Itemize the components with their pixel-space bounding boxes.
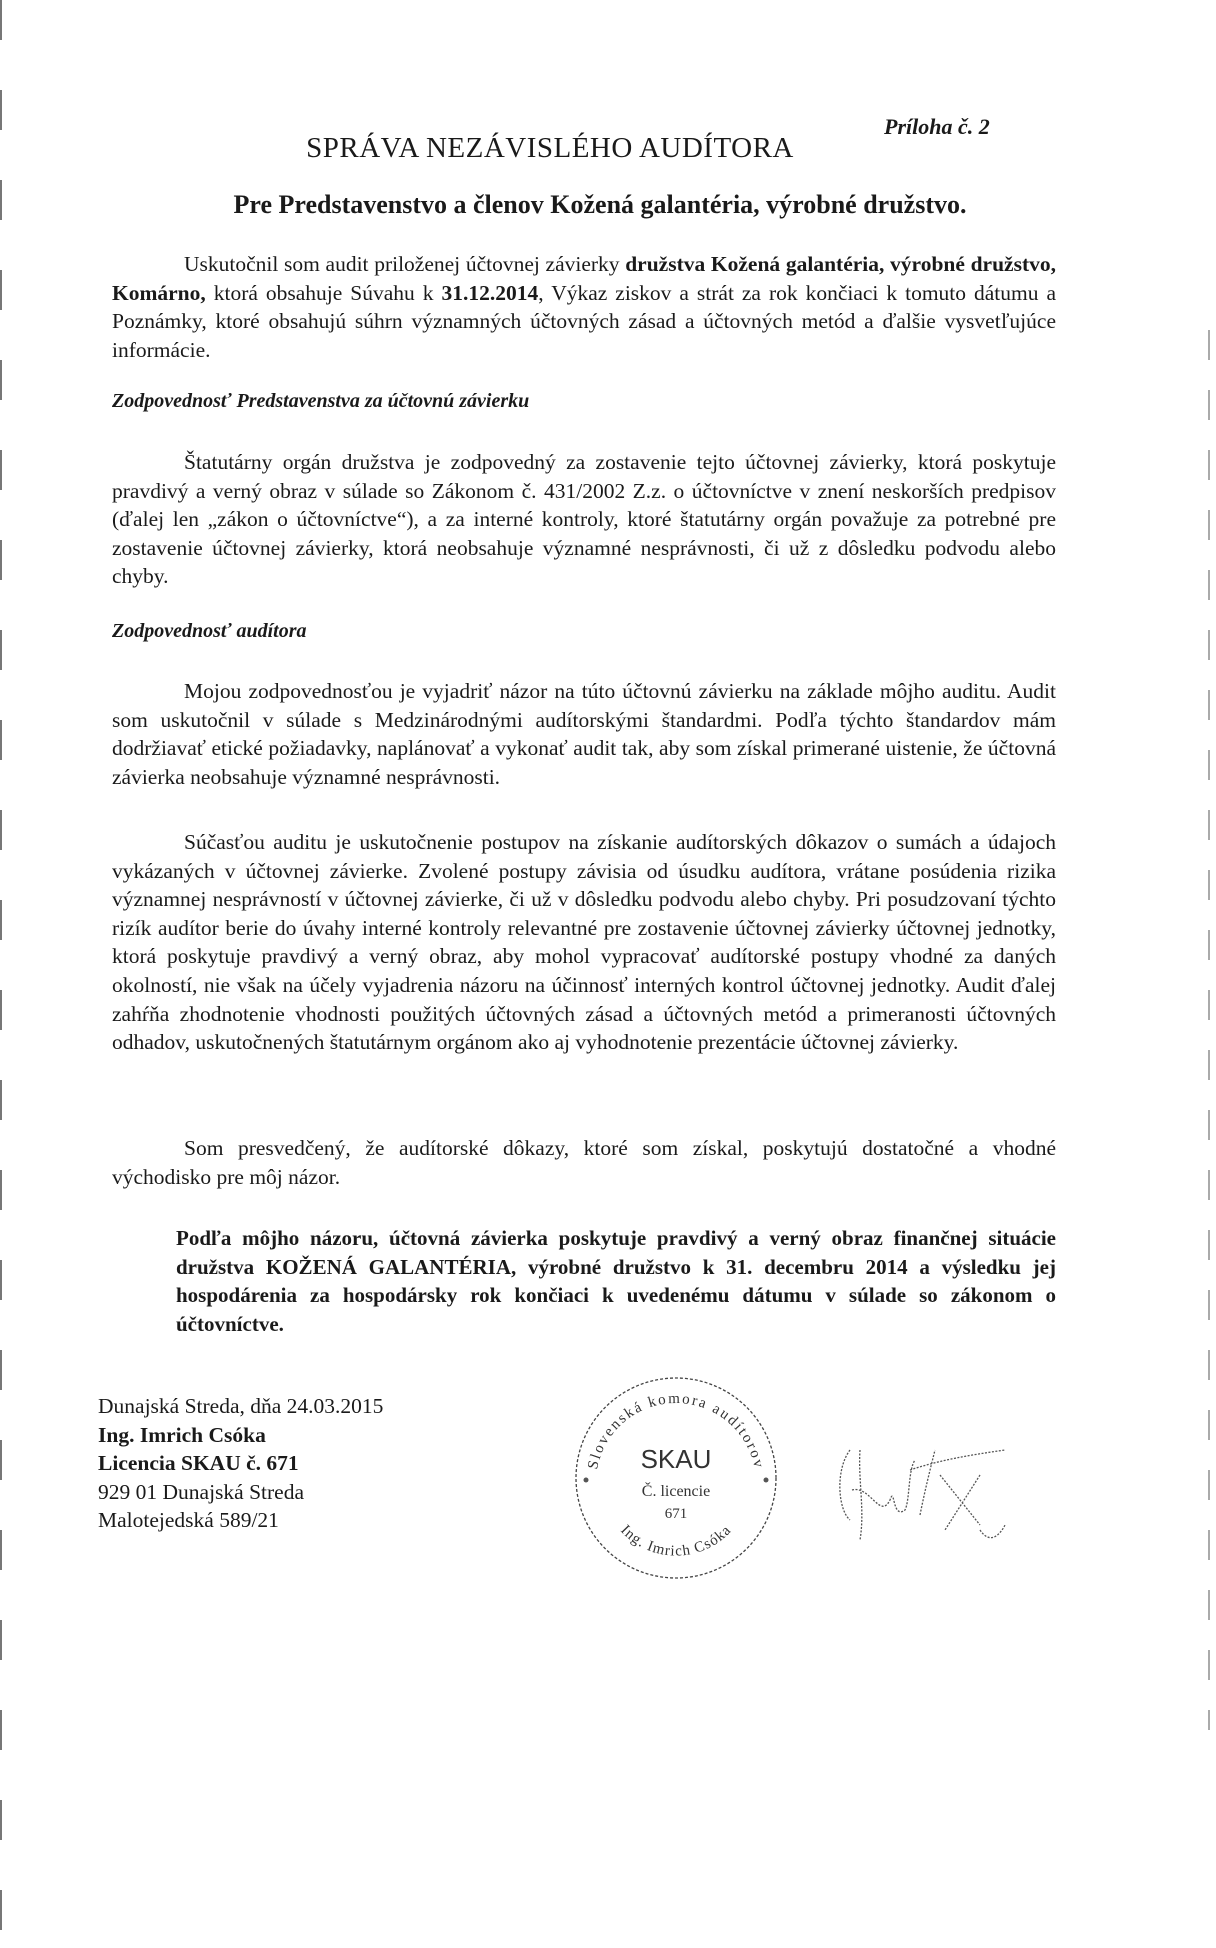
intro-entity: družstva Kožená galantéria, výrobné družstvo, Komárno,	[112, 252, 1056, 305]
audit-opinion: Podľa môjho názoru, účtovná závierka poskytuje pravdivý a verný obraz finančnej situácie družstva KOŽENÁ GALANTÉRIA, výrobné družstvo k 31. decembru 2014 a výsledku jej hospodárenia za hospodársky rok končiaci k uvedenému dátumu v súlade so zákonom o účtovníctve.	[176, 1226, 1056, 1336]
svg-text:Ing. Imrich Csóka	[617, 1522, 735, 1559]
address-line: Malotejedská 589/21	[98, 1508, 279, 1532]
stamp-bottom-text: Ing. Imrich Csóka	[617, 1522, 735, 1560]
auditor-license: Licencia SKAU č. 671	[98, 1451, 299, 1475]
scan-edge-right	[1208, 330, 1210, 1730]
place-date: Dunajská Streda, dňa 24.03.2015	[98, 1394, 384, 1418]
auditor-paragraph: Mojou zodpovednosťou je vyjadriť názor na túto účtovnú závierku na základe môjho auditu. Audit som uskutočnil v súlade s Medzinárodnými audítorskými štandardmi. Podľa týchto štandardov mám dodržiavať etické požiadavky, naplánovať a vykonať audit tak, aby som získal primerané uistenie, že účtovná závierka neobsahuje významné nesprávnosti.	[112, 679, 1056, 789]
document-title: SPRÁVA NEZÁVISLÉHO AUDÍTORA	[306, 132, 794, 164]
intro-text: Uskutočnil som audit priloženej účtovnej závierky	[184, 252, 626, 276]
intro-text: ktorá obsahuje Súvahu k	[205, 280, 442, 305]
stamp-license-number: 671	[664, 1506, 688, 1522]
stamp-top-text: Slovenská komora audítorov	[585, 1390, 767, 1471]
signature-block	[98, 1392, 383, 1535]
address-line: 929 01 Dunajská Streda	[98, 1479, 305, 1504]
section-heading-auditor: Zodpovednosť audítora	[112, 620, 307, 642]
annex-label: Príloha č. 2	[884, 114, 990, 139]
section-heading-board: Zodpovednosť Predstavenstva za účtovnú závierku	[112, 390, 530, 412]
intro-text: , Výkaz ziskov a strát za rok končiaci k tomuto dátumu a Poznámky, ktoré obsahujú súhrn významných účtovných zásad a účtovných metód a ďalšie vysvetľujúce informácie.	[112, 280, 1056, 362]
auditor-name: Ing. Imrich Csóka	[98, 1422, 266, 1447]
handwritten-signature	[830, 1430, 1030, 1550]
scan-edge-left	[0, 0, 2, 1948]
board-responsibility-paragraph: Štatutárny orgán družstva je zodpovedný za zostavenie tejto účtovnej závierky, ktorá poskytuje pravdivý a verný obraz v súlade so Zákonom č. 431/2002 Z.z. o účtovníctve v znení neskorších predpisov (ďalej len „zákon o účtovníctve“), a za interné kontroly, ktoré štatutárny orgán považuje za potrebné pre zostavenie účtovnej závierky, ktorá neobsahuje významné nesprávnosti, či už z dôsledku podvodu alebo chyby.	[112, 450, 1056, 589]
intro-paragraph	[112, 250, 1056, 364]
auditor-paragraph: Som presvedčený, že audítorské dôkazy, ktoré som získal, poskytujú dostatočné a vhodné východisko pre môj názor.	[112, 1136, 1056, 1189]
auditor-paragraph: Súčasťou auditu je uskutočnenie postupov na získanie audítorských dôkazov o sumách a údajoch vykázaných v účtovnej závierke. Zvolené postupy závisia od úsudku audítora, vrátane posúdenia rizika významnej nesprávností v účtovnej závierke, či už v dôsledku podvodu alebo chyby. Pri posudzovaní týchto rizík audítor berie do úvahy interné kontroly relevantné pre zostavenie účtovnej závierky účtovnej jednotky, ktorá poskytuje pravdivý a verný obraz, aby mohol vypracovať audítorské postupy vhodné za daných okolností, nie však na účely vyjadrenia názoru na účinnosť interných kontrol účtovnej jednotky. Audit ďalej zahŕňa zhodnotenie vhodnosti použitých účtovných zásad a účtovných metód a primeranosti účtovných odhadov, uskutočnených štatutárnym orgánom ako aj vyhodnotenie prezentácie účtovnej závierky.	[112, 830, 1056, 1055]
addressee: Pre Predstavenstvo a členov Kožená galantéria, výrobné družstvo.	[233, 190, 967, 219]
auditor-stamp	[566, 1368, 786, 1588]
stamp-center-text: SKAU	[640, 1444, 712, 1474]
intro-date: 31.12.2014	[441, 280, 539, 305]
stamp-license-label: Č. licencie	[641, 1483, 711, 1500]
